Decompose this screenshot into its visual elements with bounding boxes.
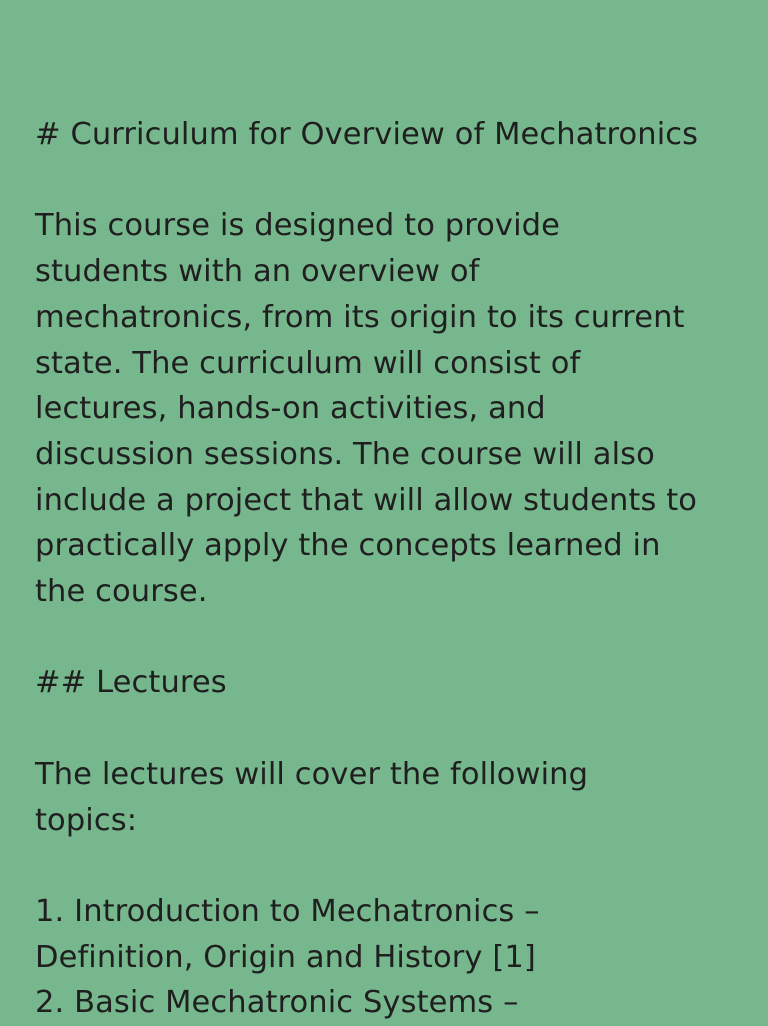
intro-line: students with an overview of — [35, 254, 480, 290]
list-item-line: 2. Basic Mechatronic Systems – — [35, 985, 519, 1021]
intro-paragraph — [35, 203, 732, 614]
intro-line: include a project that will allow students to — [35, 482, 698, 518]
list-item-line: Definition, Origin and History [1] — [35, 939, 536, 975]
topics-list — [35, 889, 732, 1026]
lectures-intro-line: The lectures will cover the following — [35, 756, 589, 792]
intro-line: the course. — [35, 574, 208, 610]
document-heading: # Curriculum for Overview of Mechatronics — [35, 117, 699, 152]
lectures-intro-line: topics: — [35, 802, 138, 838]
intro-line: practically apply the concepts learned in — [35, 528, 661, 564]
intro-line: discussion sessions. The course will also — [35, 436, 655, 472]
section-heading-lectures: ## Lectures — [35, 665, 227, 701]
spacer — [35, 706, 732, 752]
spacer — [35, 158, 732, 204]
list-item-line: 1. Introduction to Mechatronics – — [35, 893, 540, 929]
intro-line: This course is designed to provide — [35, 208, 560, 244]
intro-line: lectures, hands-on activities, and — [35, 391, 546, 427]
intro-line: state. The curriculum will consist of — [35, 345, 581, 381]
lectures-intro-paragraph — [35, 752, 732, 843]
spacer — [35, 843, 732, 889]
intro-line: mechatronics, from its origin to its current — [35, 299, 685, 335]
spacer — [35, 615, 732, 661]
